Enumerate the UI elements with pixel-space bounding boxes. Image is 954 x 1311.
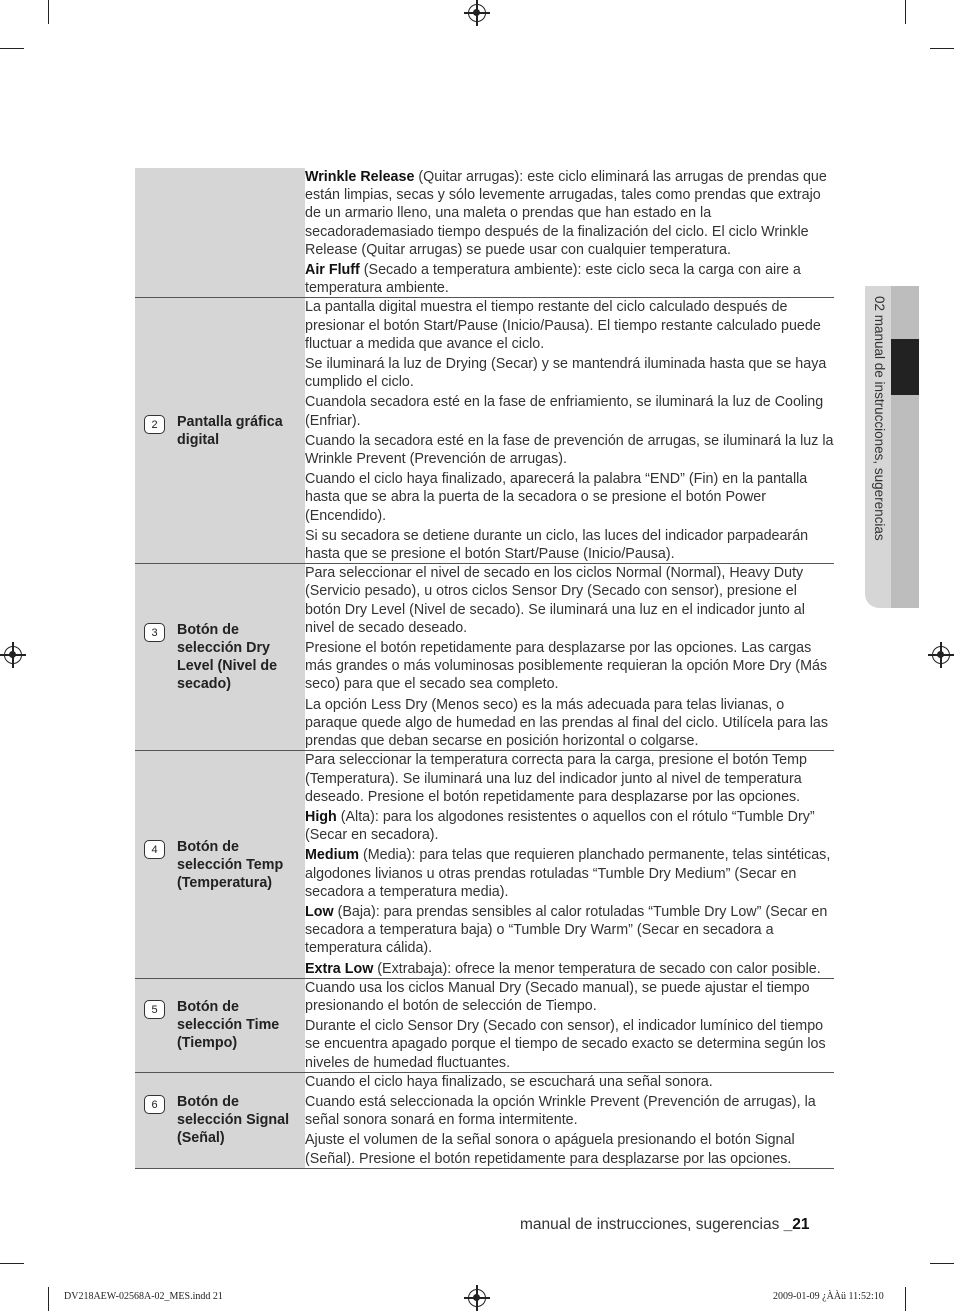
row-label: Botón de selección Dry Level (Nivel de secado): [177, 622, 278, 693]
paragraph-text: Cuando la secadora esté en la fase de prevención de arrugas, se iluminará la luz la Wrinkle Prevent (Prevención de arrugas).: [305, 432, 834, 468]
description-paragraph: [305, 393, 834, 429]
description-paragraph: [305, 751, 834, 806]
paragraph-text: Cuando usa los ciclos Manual Dry (Secado manual), se puede ajustar el tiempo presionando el botón de selección de Tiempo.: [305, 979, 810, 1014]
description-paragraph: [305, 168, 834, 259]
row-description-cell: [305, 1072, 834, 1168]
paragraph-text: Si su secadora se detiene durante un ciclo, las luces del indicador parpadearán hasta que se presione el botón Start/Pause (Inicio/Pausa).: [305, 527, 809, 563]
row-label-cell: [135, 564, 305, 751]
row-number-badge: 6: [144, 1095, 165, 1114]
row-number-badge: 2: [144, 415, 165, 434]
crop-mark: [905, 0, 906, 24]
paragraph-text: (Extrabaja): ofrece la menor temperatura de secado con calor posible.: [373, 960, 821, 977]
crop-mark: [930, 1263, 954, 1264]
crop-mark: [905, 1287, 906, 1311]
row-description-cell: [305, 564, 834, 751]
paragraph-text: La pantalla digital muestra el tiempo restante del ciclo calculado después de presionar el botón Start/Pause (Inicio/Pausa). El tiempo restante calculado puede fluctuar a medida que avance el ciclo.: [305, 299, 821, 352]
print-slug-file: DV218AEW-02568A-02_MES.indd 21: [64, 1291, 223, 1302]
row-number-badge: 3: [144, 623, 165, 642]
paragraph-text: Se iluminará la luz de Drying (Secar) y se mantendrá iluminada hasta que se haya cumplido el ciclo.: [305, 356, 827, 391]
paragraph-text: Durante el ciclo Sensor Dry (Secado con sensor), el indicador lumínico del tiempo se encuentra apagado porque el tiempo de secado exacto se determina según los niveles de humedad fluctuantes.: [305, 1018, 826, 1071]
row-number-badge: 4: [144, 840, 165, 859]
chapter-tab-segment: [891, 286, 919, 339]
row-number-badge: 5: [144, 1000, 165, 1019]
description-paragraph: [305, 846, 834, 901]
crop-mark: [0, 1263, 24, 1264]
term-label: Extra Low: [305, 960, 374, 977]
page-number: _21: [783, 1216, 810, 1233]
row-label-cell: [135, 168, 305, 298]
crop-mark: [0, 48, 24, 49]
row-description-cell: [305, 168, 834, 298]
crop-mark: [930, 48, 954, 49]
description-paragraph: [305, 639, 834, 694]
table-row: [135, 298, 834, 564]
registration-mark-icon: [932, 646, 950, 664]
paragraph-text: Cuando está seleccionada la opción Wrinkle Prevent (Prevención de arrugas), la señal sonora sonará en forma intermitente.: [305, 1093, 816, 1129]
description-paragraph: [305, 1131, 834, 1167]
description-paragraph: [305, 808, 834, 844]
description-paragraph: [305, 527, 834, 563]
description-paragraph: [305, 903, 834, 958]
crop-mark: [48, 0, 49, 24]
term-label: Wrinkle Release: [305, 169, 415, 185]
print-slug-date: 2009-01-09 ¿ÀÀü 11:52:10: [773, 1291, 884, 1302]
term-label: High: [305, 808, 337, 825]
paragraph-text: Cuando el ciclo haya finalizado, se escuchará una señal sonora.: [305, 1073, 713, 1090]
paragraph-text: (Media): para telas que requieren planchado permanente, telas sintéticas, algodones livianos u otras prendas rotuladas “Tumble Dry Medium” (Secar en secadora a temperatura media).: [305, 847, 831, 900]
description-paragraph: [305, 696, 834, 751]
crop-mark: [48, 1287, 49, 1311]
row-description-cell: [305, 751, 834, 978]
paragraph-text: Ajuste el volumen de la señal sonora o apáguela presionando el botón Signal (Señal). Presione el botón repetidamente para desplazarse por las opciones.: [305, 1132, 795, 1167]
description-paragraph: [305, 960, 834, 978]
table-row: [135, 564, 834, 751]
description-paragraph: [305, 1073, 834, 1091]
paragraph-text: (Alta): para los algodones resistentes o aquellos con el rótulo “Tumble Dry” (Secar en secadora).: [305, 808, 815, 844]
page-footer: [520, 1216, 810, 1234]
paragraph-text: Para seleccionar el nivel de secado en los ciclos Normal (Normal), Heavy Duty (Servicio pesado), u otros ciclos Sensor Dry (Secado con sensor), presione el botón Dry Level (Nivel de secado). Se iluminará una luz en el indicador junto al nivel de secado deseado.: [305, 565, 805, 636]
row-label: Botón de selección Time (Tiempo): [177, 999, 280, 1052]
controls-table: [135, 168, 834, 1169]
paragraph-text: (Baja): para prendas sensibles al calor rotuladas “Tumble Dry Low” (Secar en secadora a temperatura baja) o “Tumble Dry Warm” (Secar en secadora a temperatura cálida).: [305, 903, 828, 957]
paragraph-text: Para seleccionar la temperatura correcta para la carga, presione el botón Temp (Temperatura). Se iluminará una luz del indicador junto al nivel de temperatura deseado. Presione el botón repetidamente para desplazarse por las opciones.: [305, 752, 807, 805]
description-paragraph: [305, 470, 834, 525]
registration-mark-icon: [468, 1289, 486, 1307]
description-paragraph: [305, 261, 834, 297]
row-label-cell: [135, 1072, 305, 1168]
registration-mark-icon: [4, 646, 22, 664]
description-paragraph: [305, 1093, 834, 1129]
description-paragraph: [305, 298, 834, 353]
description-paragraph: [305, 979, 834, 1015]
term-label: Air Fluff: [305, 262, 360, 279]
description-paragraph: [305, 432, 834, 468]
row-description-cell: [305, 298, 834, 564]
description-paragraph: [305, 1017, 834, 1072]
footer-title: manual de instrucciones, sugerencias: [520, 1216, 784, 1233]
row-label-cell: [135, 978, 305, 1072]
registration-mark-icon: [468, 4, 486, 22]
table-row: [135, 978, 834, 1072]
row-label-cell: [135, 751, 305, 978]
description-paragraph: [305, 564, 834, 637]
table-row: [135, 1072, 834, 1168]
row-label: Pantalla gráfica digital: [177, 413, 283, 448]
chapter-tab-segment: [891, 395, 919, 608]
paragraph-text: Presione el botón repetidamente para desplazarse por las opciones. Las cargas más grandes o más voluminosas posiblemente requieran la opción More Dry (Más seco) para que el secado sea completo.: [305, 640, 828, 693]
term-label: Medium: [305, 847, 360, 864]
paragraph-text: Cuando el ciclo haya finalizado, aparecerá la palabra “END” (Fin) en la pantalla hasta que se abra la puerta de la secadora o se presione el botón Power (Encendido).: [305, 471, 808, 524]
term-label: Low: [305, 903, 334, 920]
paragraph-text: (Secado a temperatura ambiente): este ciclo seca la carga con aire a temperatura ambiente.: [305, 262, 801, 297]
table-row: [135, 168, 834, 298]
row-label-cell: [135, 298, 305, 564]
paragraph-text: La opción Less Dry (Menos seco) es la más adecuada para telas livianas, o paraque quede algo de humedad en las prendas al final del ciclo. Utilícela para las prendas que deban secarse en posición horizontal o colgarse.: [305, 696, 828, 750]
row-label: Botón de selección Signal (Señal): [177, 1094, 290, 1147]
chapter-tab-label: 02 manual de instrucciones, sugerencias: [872, 296, 887, 541]
chapter-tab-marker: [891, 339, 919, 395]
row-description-cell: [305, 978, 834, 1072]
table-row: [135, 751, 834, 978]
description-paragraph: [305, 355, 834, 391]
row-label: Botón de selección Temp (Temperatura): [177, 838, 284, 891]
paragraph-text: Cuandola secadora esté en la fase de enfriamiento, se iluminará la luz de Cooling (Enfriar).: [305, 394, 824, 429]
paragraph-text: (Quitar arrugas): este ciclo eliminará las arrugas de prendas que están limpias, secas y sólo levemente arrugadas, tales como prendas que extrajo de un armario lleno, una maleta o prendas que han estado en la secadorademasiado tiempo después de la finalización del ciclo. El ciclo Wrinkle Release (Quitar arrugas) se puede usar con cualquier temperatura.: [305, 169, 827, 258]
